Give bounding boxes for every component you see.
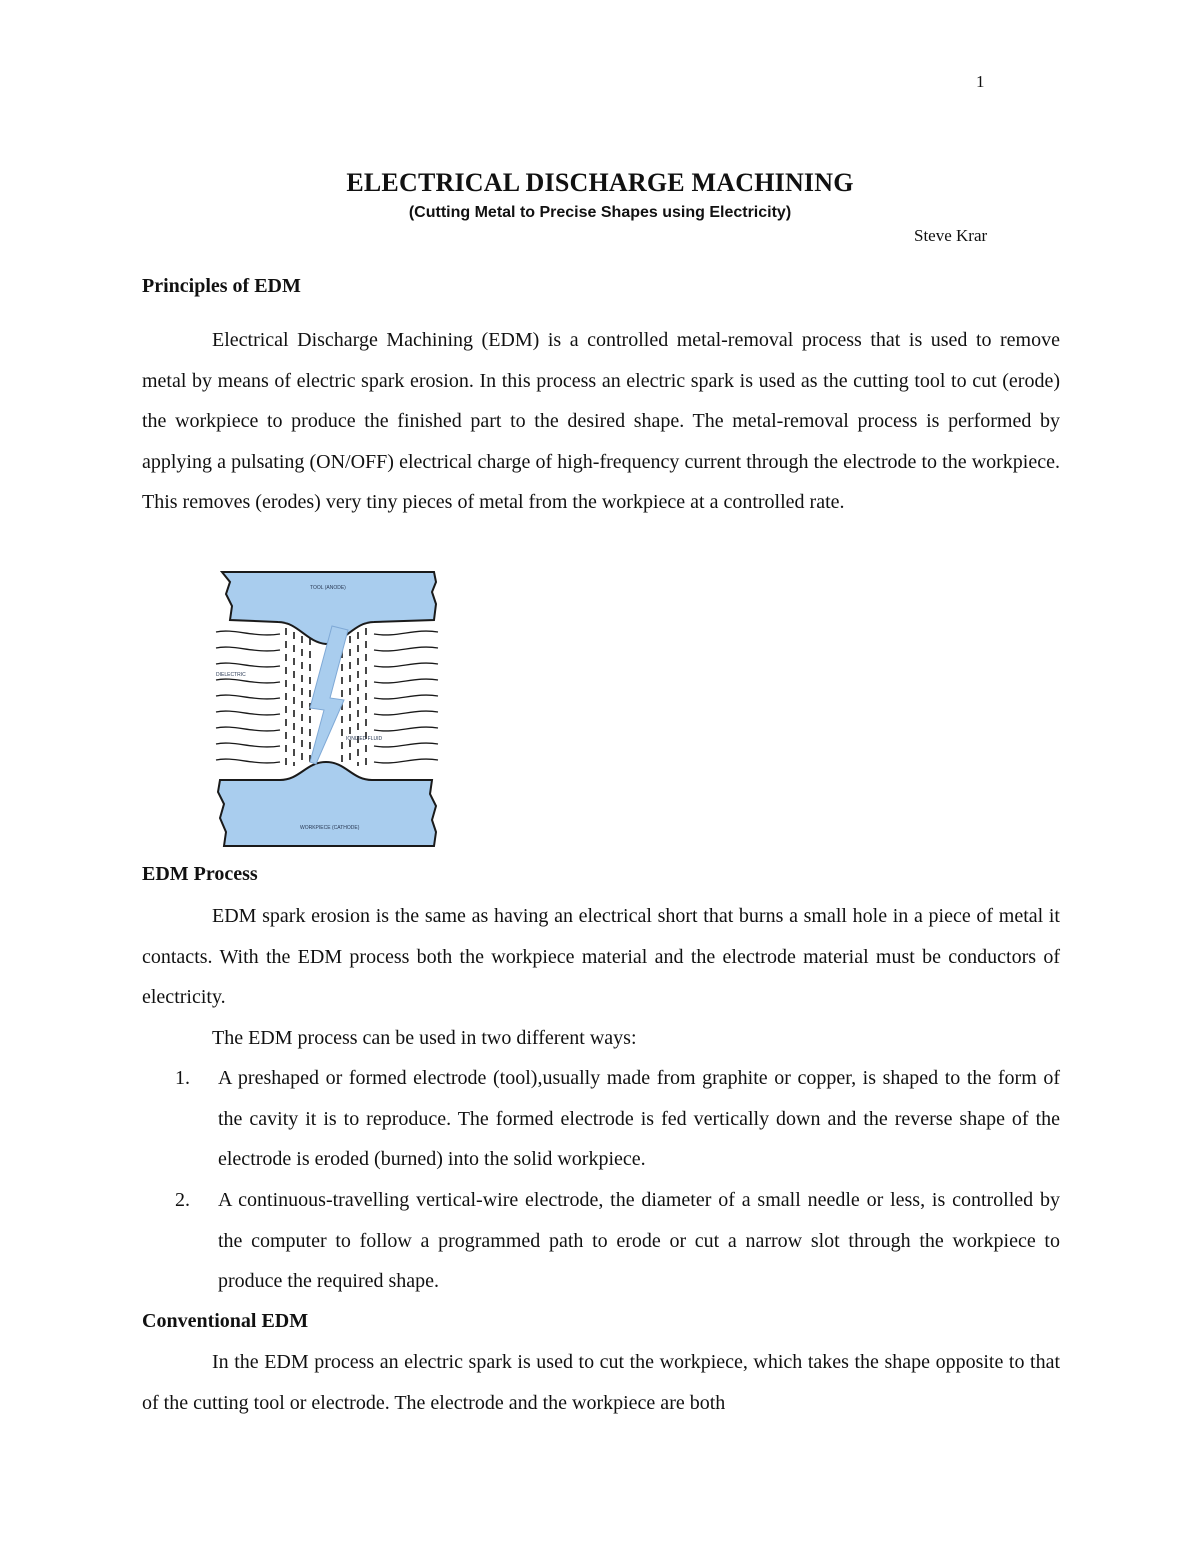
paragraph-conventional-text: In the EDM process an electric spark is used to cut the workpiece, which takes the shape opposite to that of the cutting tool or electrode. The electrode and the workpiece are both <box>142 1351 1060 1414</box>
heading-edm-process: EDM Process <box>142 863 258 885</box>
document-subtitle: (Cutting Metal to Precise Shapes using Electricity) <box>408 204 792 221</box>
tool-tip-blob <box>284 622 368 642</box>
label-dielectric: DIELECTRIC <box>216 672 246 678</box>
edm-diagram <box>214 568 440 850</box>
paragraph-process-2-text: The EDM process can be used in two different ways: <box>212 1027 637 1049</box>
paragraph-process-2 <box>142 1018 1060 1059</box>
list-item-1-text: A preshaped or formed electrode (tool),usually made from graphite or copper, is shaped to the form of the cavity it is to reproduce. The formed electrode is fed vertically down and the reverse shape of the electrode is eroded (burned) into the solid workpiece. <box>218 1067 1060 1171</box>
label-workpiece-cathode: WORKPIECE (CATHODE) <box>300 825 360 831</box>
heading-conventional-edm: Conventional EDM <box>142 1310 309 1332</box>
paragraph-process-1 <box>142 896 1060 1018</box>
list-item-1 <box>142 1058 1060 1180</box>
paragraph-conventional <box>142 1342 1060 1423</box>
author-name: Steve Krar <box>914 226 988 245</box>
paragraph-principles-text: Electrical Discharge Machining (EDM) is a controlled metal-removal process that is used to remove metal by means of electric spark erosion. In this process an electric spark is used as the cutting tool to cut (erode) the workpiece to produce the finished part to the desired shape. The metal-removal process is performed by applying a pulsating (ON/OFF) electrical charge of high-frequency current through the electrode to the workpiece. This removes (erodes) very tiny pieces of metal from the workpiece at a controlled rate. <box>142 329 1060 514</box>
paragraph-process-1-text: EDM spark erosion is the same as having an electrical short that burns a small hole in a piece of metal it contacts. With the EDM process both the workpiece material and the electrode material must be conductors of electricity. <box>142 905 1060 1009</box>
workpiece-cathode-shape <box>218 762 436 846</box>
list-item-2-text: A continuous-travelling vertical-wire electrode, the diameter of a small needle or less, is controlled by the computer to follow a programmed path to erode or cut a narrow slot through the workpiece to produce the required shape. <box>218 1189 1060 1293</box>
label-ionized-fluid: IONIZED FLUID <box>346 736 383 742</box>
document-title: ELECTRICAL DISCHARGE MACHINING <box>346 168 854 197</box>
label-tool-anode: TOOL (ANODE) <box>310 585 346 591</box>
dielectric-lines-right <box>374 631 438 763</box>
list-item-2-number: 2. <box>175 1189 190 1211</box>
heading-principles: Principles of EDM <box>142 275 301 297</box>
dielectric-lines-left <box>216 631 280 763</box>
page-number: 1 <box>976 72 985 91</box>
paragraph-principles <box>142 320 1060 523</box>
list-item-1-number: 1. <box>175 1067 190 1089</box>
list-item-2 <box>142 1180 1060 1302</box>
